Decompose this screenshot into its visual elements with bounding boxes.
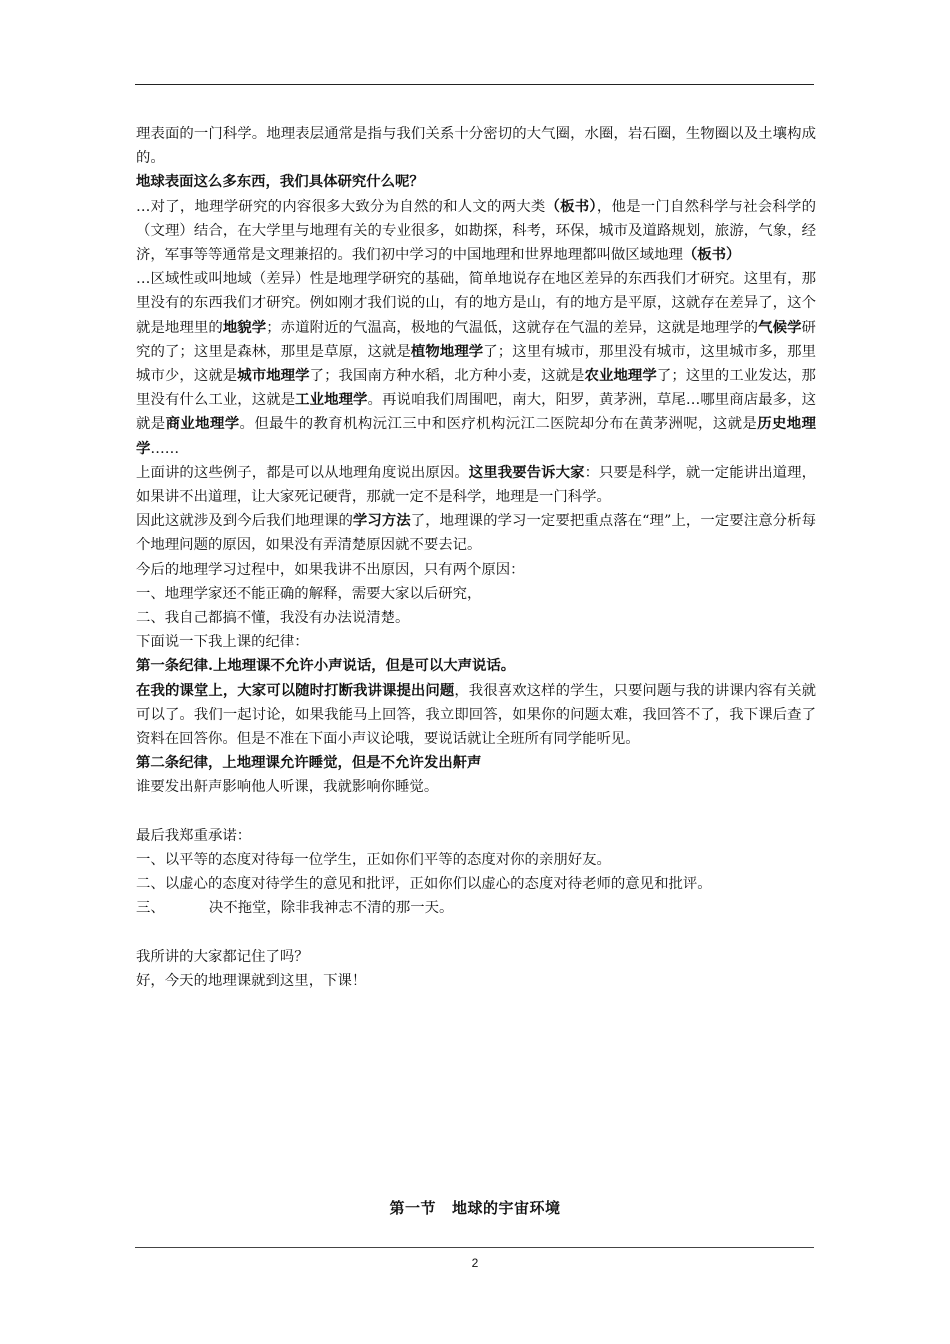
keyword-urban-geography: 城市地理学 <box>237 367 310 385</box>
paragraph-closing: 好，今天的地理课就到这里，下课！ <box>136 972 367 989</box>
blank-line <box>136 921 816 945</box>
list-item-promise-1: 一、以平等的态度对待每一位学生，正如你们平等的态度对你的亲朋好友。 <box>136 851 611 868</box>
list-item-promise-2: 二、以虚心的态度对待学生的意见和批评，正如你们以虚心的态度对待老师的意见和批评。 <box>136 876 712 893</box>
paragraph-closing-question: 我所讲的大家都记住了吗？ <box>136 948 309 965</box>
paragraph-rule-2: 谁要发出鼾声影响他人听课，我就影响你睡觉。 <box>136 779 439 796</box>
paragraph-intro: 理表面的一门科学。地理表层通常是指与我们关系十分密切的大气圈，水圈，岩石圈，生物圈以及土壤构成的。 <box>136 126 816 167</box>
paragraph-learning-method: 因此这就涉及到今后我们地理课的学习方法了，地理课的学习一定要把重点落在“理”上，一定要注意分析每个地理问题的原因，如果没有弄清楚原因就不要去记。 <box>136 512 816 554</box>
board-note: （板书） <box>545 197 597 215</box>
board-note: （板书） <box>682 246 741 264</box>
blank-line <box>136 800 816 824</box>
list-item-promise-3: 三、 决不拖堂，除非我神志不清的那一天。 <box>136 900 454 917</box>
question-heading: 地球表面这么多东西，我们具体研究什么呢？ <box>136 173 424 191</box>
rule-2-heading: 第二条纪律，上地理课允许睡觉，但是不允许发出鼾声 <box>136 754 482 772</box>
paragraph-science-reasoning: 上面讲的这些例子，都是可以从地理角度说出原因。这里我要告诉大家：只要是科学，就一定能讲出道理，如果讲不出道理，让大家死记硬背，那就一定不是科学，地理是一门科学。 <box>136 463 816 506</box>
paragraph-reasons-intro: 今后的地理学习过程中，如果我讲不出原因，只有两个原因： <box>136 561 525 578</box>
paragraph-promise-intro: 最后我郑重承诺： <box>136 827 252 844</box>
keyword-geomorphology: 地貌学 <box>222 318 267 336</box>
list-item-reason-1: 一、地理学家还不能正确的解释，需要大家以后研究， <box>136 585 482 602</box>
page-number: 2 <box>471 1256 479 1270</box>
paragraph-discipline-intro: 下面说一下我上课的纪律： <box>136 634 309 651</box>
emphasis-interrupt: 在我的课堂上，大家可以随时打断我讲课提出问题 <box>136 681 455 699</box>
emphasis-tell-everyone: 这里我要告诉大家 <box>468 463 585 481</box>
document-body <box>136 122 816 993</box>
list-item-reason-2: 二、我自己都搞不懂，我没有办法说清楚。 <box>136 610 410 627</box>
paragraph-regional-difference: …区域性或叫地域（差异）性是地理学研究的基础，简单地说存在地区差异的东西我们才研究。这里有，那里没有的东西我们才研究。例如刚才我们说的山，有的地方是山，有的地方是平原，这就存在差异了，这个就是地理里的地貌学；赤道附近的气温高，极地的气温低，这就存在气温的差异，这就是地理学的气候学研究的了；这里是森林，那里是草原，这就是植物地理学了；这里有城市，那里没有城市，这里城市多，那里城市少，这就是城市地理学了；我国南方种水稻，北方种小麦，这就是农业地理学了；这里的工业发达，那里没有什么工业，这就是工业地理学。再说咱我们周围吧，南大，阳罗，黄茅洲，草尾…哪里商店最多，这就是商业地理学。但最牛的教育机构沅江三中和医疗机构沅江二医院却分布在黄茅洲呢，这就是历史地理学…… <box>136 271 816 457</box>
paragraph-rule-1: 在我的课堂上，大家可以随时打断我讲课提出问题，我很喜欢这样的学生，只要问题与我的讲课内容有关就可以了。我们一起讨论，如果我能马上回答，我立即回答，如果你的问题太难，我回答不了，我下课后查了资料在回答你。但是不准在下面小声议论哦，要说话就让全班所有同学能听见。 <box>136 681 816 748</box>
header-rule <box>135 84 814 85</box>
keyword-climatology: 气候学 <box>758 318 802 336</box>
rule-1-heading: 第一条纪律.上地理课不允许小声说话，但是可以大声说话。 <box>136 657 516 675</box>
footer-rule <box>135 1247 814 1248</box>
keyword-learning-method: 学习方法 <box>352 512 411 530</box>
keyword-commercial-geography: 商业地理学 <box>165 415 240 433</box>
keyword-industrial-geography: 工业地理学 <box>295 391 368 409</box>
keyword-plant-geography: 植物地理学 <box>410 342 484 360</box>
keyword-historical-geography: 历史地理学 <box>136 415 816 457</box>
section-heading: 第一节 地球的宇宙环境 <box>389 1199 561 1217</box>
keyword-agricultural-geography: 农业地理学 <box>584 367 657 385</box>
paragraph-research-content: …对了，地理学研究的内容很多大致分为自然的和人文的两大类（板书），他是一门自然科学与社会科学的（文理）结合，在大学里与地理有关的专业很多，如勘探，科考，环保，城市及道路规划，旅游，气象，经济，军事等等通常是文理兼招的。我们初中学习的中国地理和世界地理都叫做区域地理（板书） <box>136 197 816 264</box>
